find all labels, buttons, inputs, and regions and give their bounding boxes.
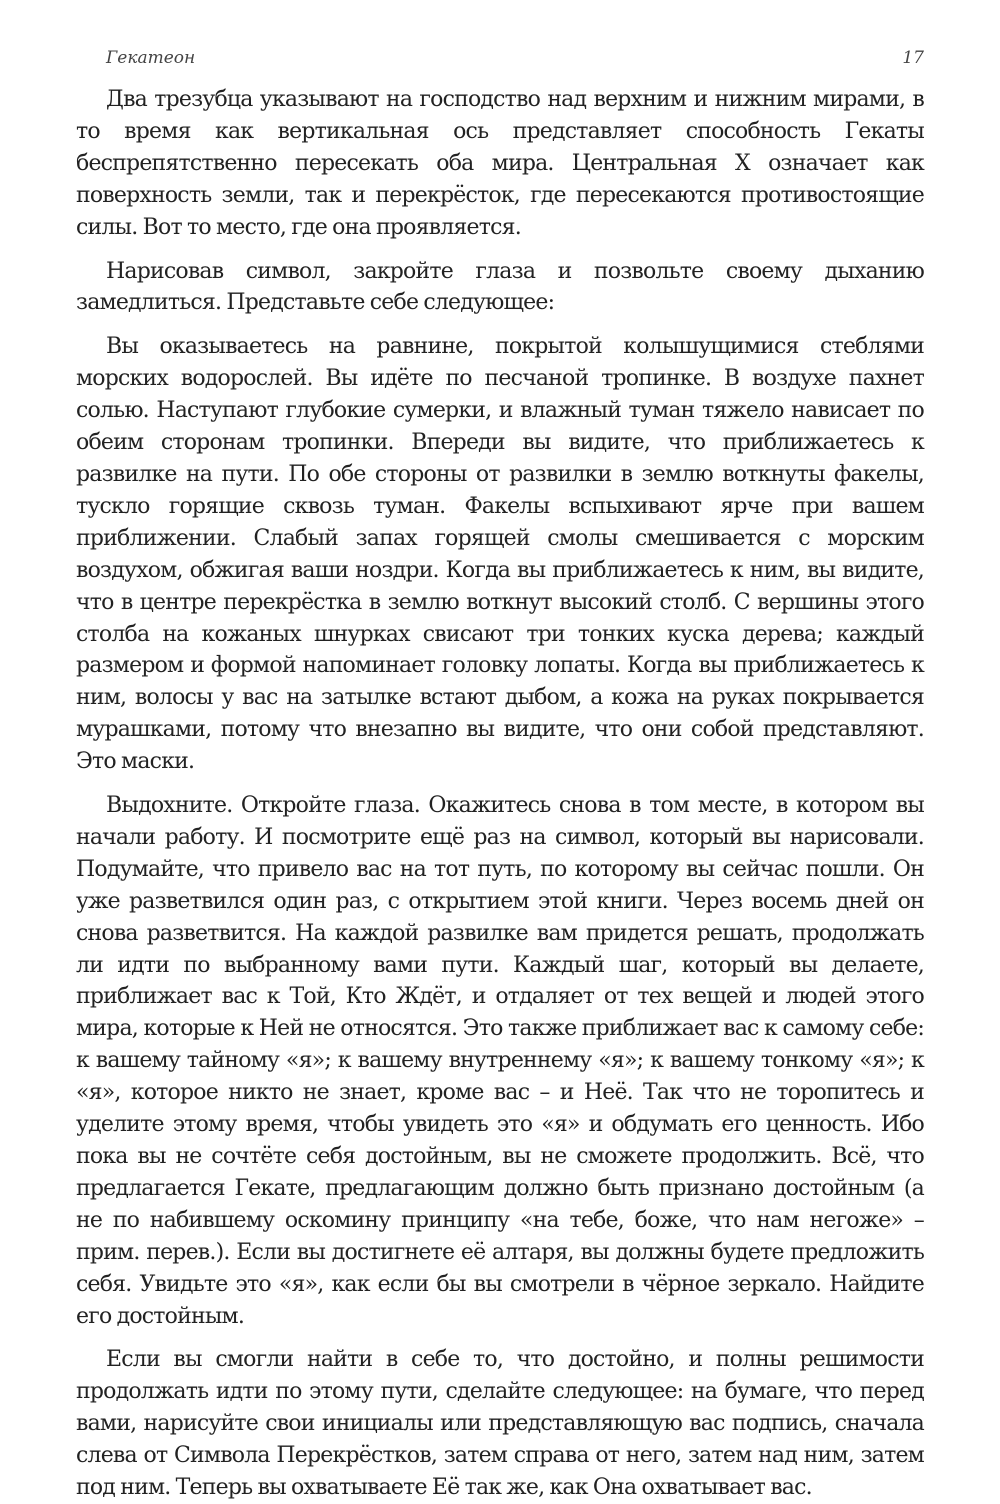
book-page: [76, 40, 924, 1501]
body-text: [76, 84, 924, 1504]
paragraph-vision: Вы оказываетесь на равнине, покрытой колышущимися стеблями морских водорослей. Вы идёте по песчаной тропинке. В воздухе пахнет солью. Наступают глубокие сумерки, и влажный туман тяжело нависает по обеим сторонам тропинки. Впереди вы видите, что приближаетесь к развилке на пути. По обе стороны от развилки в землю воткнуты факелы, тускло горящие сквозь туман. Факелы вспыхивают ярче при вашем приближении. Слабый запах горящей смолы смешивается с морским воздухом, обжигая ваши ноздри. Когда вы приближаетесь к ним, вы видите, что в центре перекрёстка в землю воткнут высокий столб. С вершины этого столба на кожаных шнурках свисают три тонких куска дерева; каждый размером и формой напоминает головку лопаты. Когда вы приближаетесь к ним, волосы у вас на затылке встают дыбом, а кожа на руках покрывается мурашками, потому что внезапно вы видите, что они собой представляют. Это маски.: [76, 334, 924, 775]
running-title: Гекатеон: [106, 48, 196, 68]
paragraph-initials: Если вы смогли найти в себе то, что достойно, и полны решимости продолжать идти по этому пути, сделайте следующее: на бумаге, что перед вами, нарисуйте свои инициалы или представляющую вас подпись, сначала слева от Символа Перекрёстков, затем справа от него, затем над ним, затем под ним. Теперь вы охватываете Её так же, как Она охватывает вас.: [76, 1347, 924, 1501]
page-number: 17: [902, 48, 924, 68]
running-head: [76, 40, 924, 72]
paragraph-exhale: Выдохните. Откройте глаза. Окажитесь снова в том месте, в котором вы начали работу. И посмотрите ещё раз на символ, который вы нарисовали. Подумайте, что привело вас на тот путь, по которому вы сейчас пошли. Он уже разветвился один раз, с открытием этой книги. Через восемь дней он снова разветвится. На каждой развилке вам придется решать, продолжать ли идти по выбранному вами пути. Каждый шаг, который вы делаете, приближает вас к Той, Кто Ждёт, и отдаляет от тех вещей и людей этого мира, которые к Ней не относятся. Это также приближает вас к самому себе: к вашему тайному «я»; к вашему внутреннему «я»; к вашему тонкому «я»; к «я», которое никто не знает, кроме вас – и Неё. Так что не торопитесь и уделите этому время, чтобы увидеть это «я» и обдумать его ценность. Ибо пока вы не сочтёте себя достойным, вы не сможете продолжить. Всё, что предлагается Гекате, предлагающим должно быть признано достойным (а не по набившему оскомину принципу «на тебе, боже, что нам негоже» – прим. перев.). Если вы достигнете её алтаря, вы должны будете предложить себя. Увидьте это «я», как если бы вы смотрели в чёрное зеркало. Найдите его достойным.: [76, 793, 924, 1329]
paragraph-close-eyes: Нарисовав символ, закройте глаза и позвольте своему дыханию замедлиться. Представьте себе следующее:: [76, 258, 924, 316]
paragraph-tridents: Два трезубца указывают на господство над верхним и нижним мирами, в то время как вертикальная ось представляет способность Гекаты беспрепятственно пересекать оба мира. Центральная Х означает как поверхность земли, так и перекрёсток, где пересекаются противостоящие силы. Вот то место, где она проявляется.: [76, 87, 924, 240]
